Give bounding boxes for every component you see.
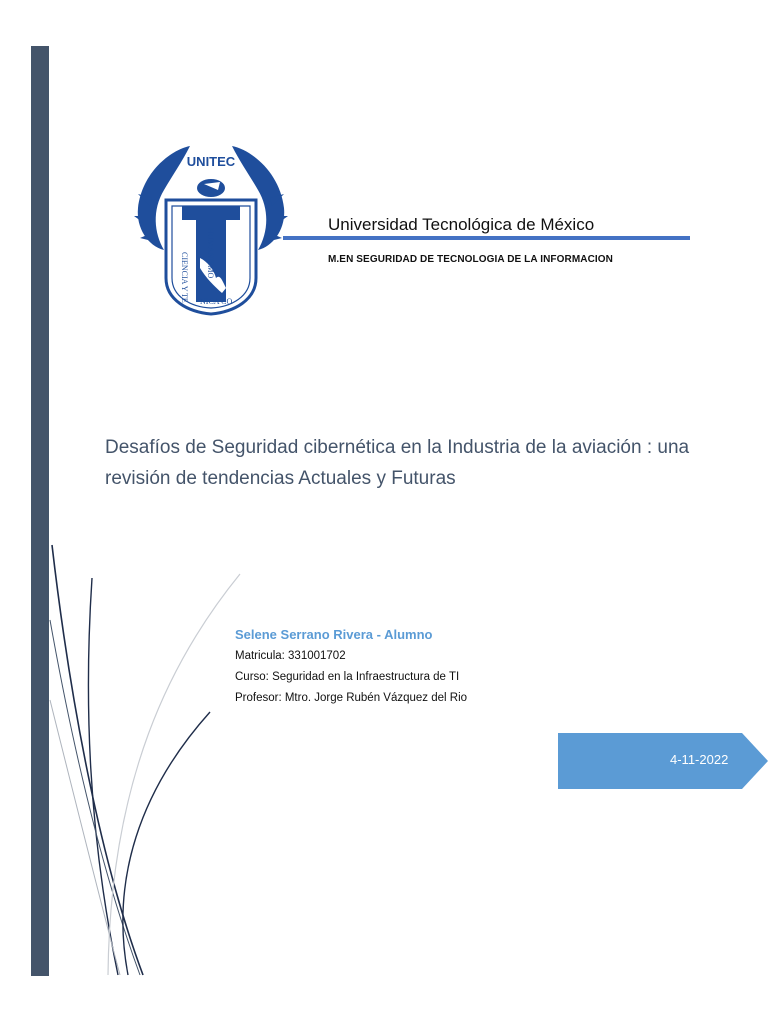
document-title: Desafíos de Seguridad cibernética en la Industria de la aviación : una revisión de tendencias Actuales y Futuras [105, 437, 690, 489]
program-name: M.EN SEGURIDAD DE TECNOLOGIA DE LA INFORMACION [328, 254, 613, 265]
date-tag [558, 733, 768, 789]
document-date: 4-11-2022 [670, 752, 729, 767]
svg-text:HUMANISMO: HUMANISMO [206, 228, 215, 279]
author-name: Selene Serrano Rivera - Alumno [235, 627, 433, 642]
student-id: Matricula: 331001702 [235, 650, 346, 662]
svg-text:NICA CO: NICA CO [200, 297, 233, 306]
university-underline [283, 236, 690, 240]
course-name: Curso: Seguridad en la Infraestructura de TI [235, 671, 460, 683]
date-tag-shape [558, 733, 768, 789]
svg-text:CIENCIA Y TE: CIENCIA Y TE [180, 252, 189, 303]
professor-name: Profesor: Mtro. Jorge Rubén Vázquez del Rio [235, 692, 468, 704]
university-name: Universidad Tecnológica de México [328, 215, 595, 234]
logo-label: UNITEC [186, 154, 236, 169]
unitec-logo [130, 128, 292, 318]
